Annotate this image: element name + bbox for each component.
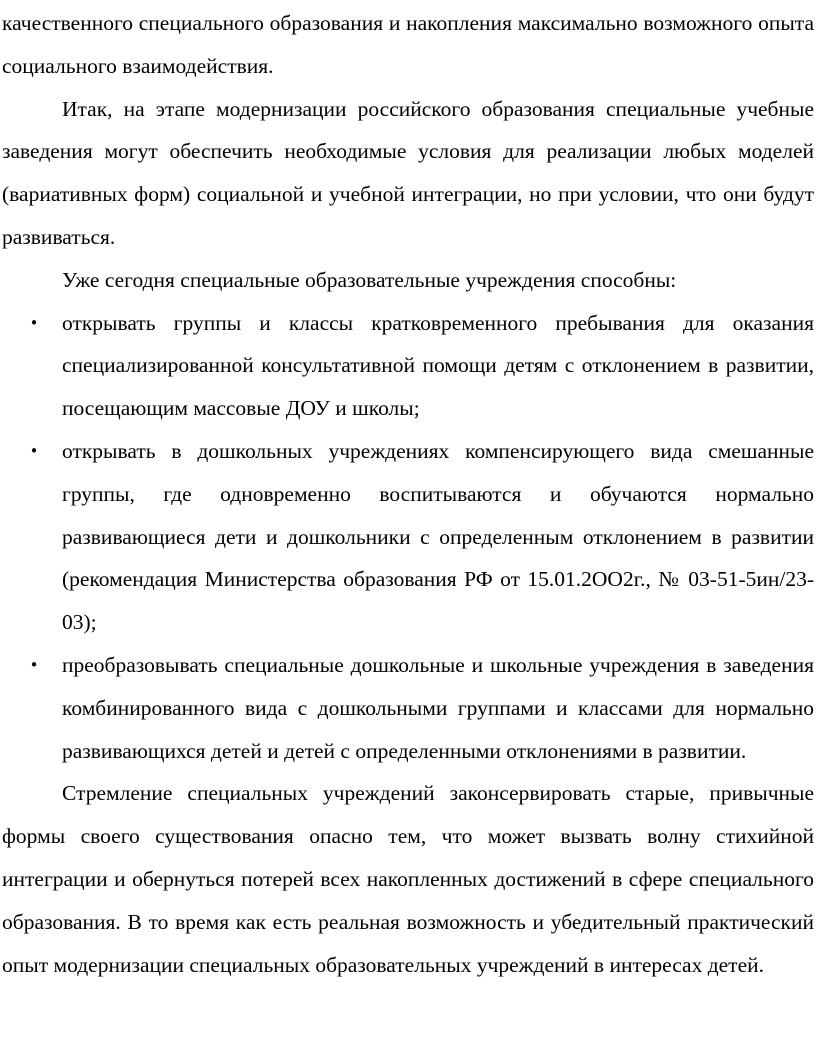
list-item-text: открывать в дошкольных учреждениях компенсирующего вида смешанные группы, где одновременно воспитываются и обучаются нормально развивающиеся дети и дошкольники с определенным отклонением в развитии (рекомендация Министерства образования РФ от 15.01.2OO2г., № 03-51-5ин/23-03);	[62, 438, 814, 635]
list-item	[2, 430, 814, 644]
bullet-icon: •	[29, 655, 39, 674]
bullet-icon: •	[29, 441, 39, 460]
capabilities-list	[2, 302, 814, 773]
paragraph-continuation: качественного специального образования и накопления максимально возможного опыта социального взаимодействия.	[2, 11, 814, 78]
bullet-icon: •	[29, 313, 39, 332]
paragraph-conclusion: Стремление специальных учреждений законсервировать старые, привычные формы своего существования опасно тем, что может вызвать волну стихийной интеграции и обернуться потерей всех накопленных достижений в сфере специального образования. В то время как есть реальная возможность и убедительный практический опыт модернизации специальных образовательных учреждений в интересах детей.	[2, 781, 814, 977]
list-item-text: открывать группы и классы кратковременного пребывания для оказания специализированной консультативной помощи детям с отклонением в развитии, посещающим массовые ДОУ и школы;	[62, 310, 814, 421]
list-item	[2, 644, 814, 772]
list-item-text: преобразовывать специальные дошкольные и школьные учреждения в заведения комбинированного вида с дошкольными группами и классами для нормально развивающихся детей и детей с определенными отклонениями в развитии.	[62, 652, 814, 763]
paragraph-list-intro: Уже сегодня специальные образовательные учреждения способны:	[62, 267, 677, 292]
list-item	[2, 302, 814, 430]
paragraph-modernization: Итак, на этапе модернизации российского образования специальные учебные заведения могут обеспечить необходимые условия для реализации любых моделей (вариативных форм) социальной и учебной интеграции, но при условии, что они будут развиваться.	[2, 96, 814, 249]
